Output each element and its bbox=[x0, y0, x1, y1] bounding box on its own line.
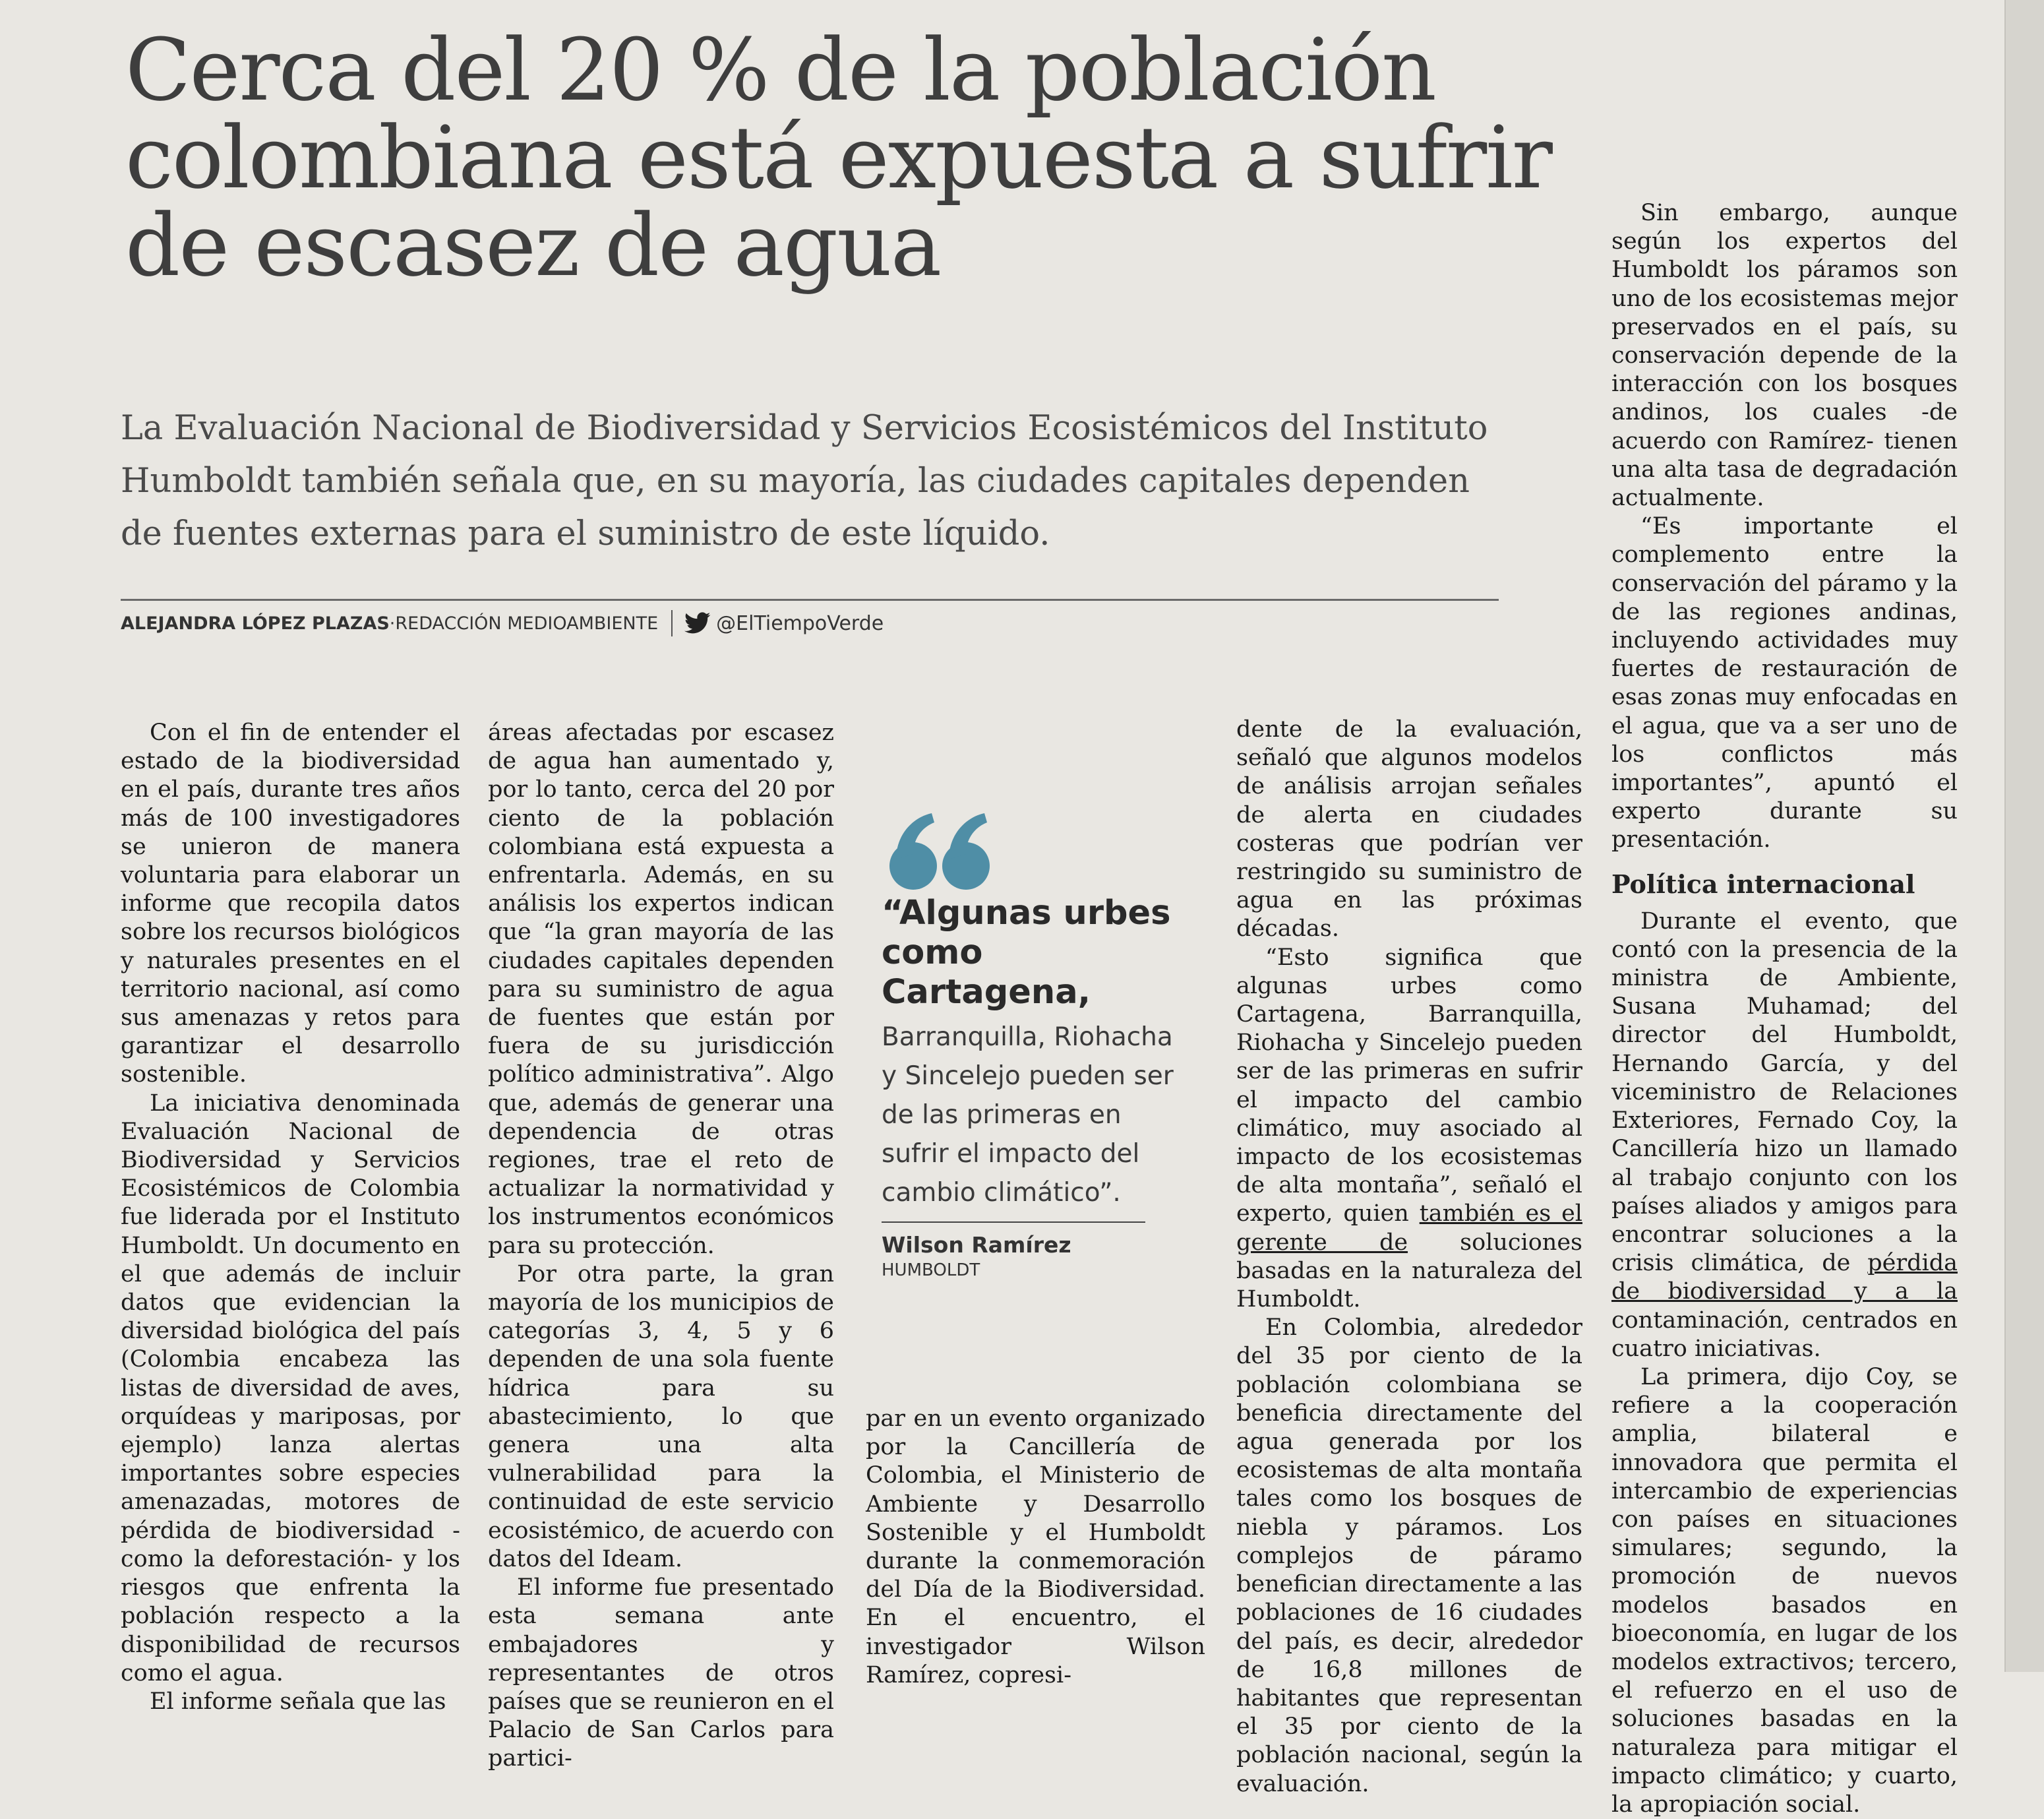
byline-separator bbox=[671, 610, 673, 636]
adjacent-page-edge bbox=[2004, 0, 2044, 1672]
pull-quote-lead: “Algunas urbes como Cartagena, bbox=[882, 894, 1171, 1012]
col5-paragraph-2: “Es importante el complemento entre la conservación del páramo y la de las regiones andinas, incluyendo actividades muy fuertes de restauración de esas zonas muy enfocadas en el agua, que va a ser uno de los conflictos más importantes”, apuntó el experto durante su presentación. bbox=[1611, 513, 1958, 853]
twitter-bird-icon bbox=[684, 612, 711, 634]
col4-paragraph-3: En Colombia, alrededor del 35 por ciento de la población colombiana se beneficia directamente del agua generada por los ecosistemas de alta montaña tales como los bosques de niebla y páramos. Los complejos de páramo benefician directamente a las poblaciones de 16 ciudades del país, es decir, alrededor de 16,8 millones de habitantes que representan el 35 por ciento de la población nacional, según la evaluación. bbox=[1236, 1314, 1582, 1797]
col1-paragraph-2: La iniciativa denominada Evaluación Nacional de Biodiversidad y Servicios Ecosistémicos de Colombia fue liderada por el Instituto Humboldt. Un documento en el que además de incluir datos que evidencian la diversidad biológica del país (Colombia encabeza las listas de diversidad de aves, orquídeas y mariposas, por ejemplo) lanza alertas importantes sobre especies amenazadas, motores de pérdida de biodiversidad -como la deforestación- y los riesgos que enfrenta la población respecto a la disponibilidad de recursos como el agua. bbox=[121, 1090, 460, 1686]
col2-paragraph-1: áreas afectadas por escasez de agua han aumentado y, por lo tanto, cerca del 20 por ciento de la población colombiana está expuesta a enfrentarla. Además, en su análisis los expertos indican que “la gran mayoría de las ciudades capitales dependen para su suministro de agua de fuentes que están por fuera de su jurisdicción político administrativa”. Algo que, además de generar una dependencia de otras regiones, trae el reto de actualizar la normatividad y los instrumentos económicos para su protección. bbox=[488, 720, 834, 1259]
col5-paragraph-3-start: Durante el evento, que contó con la presencia de la ministra de Ambiente, Susana Muhamad; del director del Humboldt, Hernando García, y del viceministro de Relaciones Exteriores, Fernado Coy, la Cancillería hizo un llamado al trabajo conjunto con los países aliados y amigos para encontrar soluciones a la crisis climática, de bbox=[1611, 908, 1958, 1277]
col5-paragraph-3 bbox=[1611, 908, 1958, 1363]
quotation-mark-icon bbox=[882, 808, 1000, 894]
pull-quote-source-name: Wilson Ramírez bbox=[882, 1232, 1071, 1258]
col4-paragraph-1: dente de la evaluación, señaló que algunos modelos de análisis arrojan señales de alerta en ciudades costeras que podrían ver restringido su suministro de agua en las próximas décadas. bbox=[1236, 716, 1582, 942]
col2-paragraph-3: El informe fue presentado esta semana ante embajadores y representantes de otros países que se reunieron en el Palacio de San Carlos para partici- bbox=[488, 1574, 834, 1772]
pull-quote bbox=[882, 808, 1191, 1280]
byline bbox=[121, 610, 884, 636]
pull-quote-source-org: HUMBOLDT bbox=[882, 1260, 980, 1280]
col5-underlined-text: pérdida de biodiversidad y a la bbox=[1611, 1250, 1958, 1305]
byline-divider bbox=[121, 599, 1499, 601]
col4-paragraph-2-start: “Esto significa que algunas urbes como Cartagena, Barranquilla, Riohacha y Sincelejo pueden ser de las primeras en sufrir el impacto del cambio climático, muy asociado al impacto de los ecosistemas de alta montaña”, señaló el experto, quien bbox=[1236, 944, 1582, 1227]
pull-quote-text: Barranquilla, Riohacha y Sincelejo pueden ser de las primeras en sufrir el impacto del cambio climático”. bbox=[882, 1022, 1174, 1208]
column-1 bbox=[121, 719, 460, 1716]
col5-paragraph-1: Sin embargo, aunque según los expertos del Humboldt los páramos son uno de los ecosistemas mejor preservados en el país, su conservación depende de la interacción con los bosques andinos, los cuales -de acuerdo con Ramírez- tienen una alta tasa de degradación actualmente. bbox=[1611, 200, 1958, 512]
subhead: La Evaluación Nacional de Biodiversidad y Servicios Ecosistémicos del Instituto Humboldt también señala que, en su mayoría, las ciudades capitales dependen de fuentes externas para el suministro de este líquido. bbox=[121, 409, 1488, 553]
column-2 bbox=[488, 719, 834, 1773]
col1-paragraph-3: El informe señala que las bbox=[150, 1688, 446, 1715]
col5-paragraph-4: La primera, dijo Coy, se refiere a la cooperación amplia, bilateral e innovadora que permita el intercambio de experiencias con países en situaciones simulares; segundo, la promoción de nuevos modelos basados en bioeconomía, en lugar de los modelos extractivos; tercero, el refuerzo en el uso de soluciones basadas en la naturaleza para mitigar el impacto climático; y cuarto, la apropiación social. bbox=[1611, 1363, 1958, 1818]
headline: Cerca del 20 % de la población colombiana está expuesta a sufrir de escasez de agua bbox=[125, 20, 1551, 295]
col4-paragraph-2-end: soluciones basadas en la naturaleza del Humboldt. bbox=[1236, 1229, 1582, 1313]
col4-underlined-text: también es el gerente de bbox=[1236, 1200, 1582, 1256]
col2-paragraph-2: Por otra parte, la gran mayoría de los municipios de categorías 3, 4, 5 y 6 dependen de una sola fuente hídrica para su abastecimiento, lo que genera una alta vulnerabilidad para la continuidad de este servicio ecosistémico, de acuerdo con datos del Ideam. bbox=[488, 1260, 834, 1572]
col4-paragraph-2 bbox=[1236, 944, 1582, 1314]
twitter-handle: @ElTiempoVerde bbox=[716, 611, 884, 635]
col1-paragraph-1: Con el fin de entender el estado de la biodiversidad en el país, durante tres años más de 100 investigadores se unieron de manera voluntaria para elaborar un informe que recopila datos sobre los recursos biológicos y naturales presentes en el territorio nacional, así como sus amenazas y retos para garantizar el desarrollo sostenible. bbox=[121, 720, 460, 1088]
pull-quote-divider bbox=[882, 1221, 1145, 1223]
column-4 bbox=[1236, 716, 1582, 1799]
column-3 bbox=[866, 1405, 1205, 1690]
byline-desk: ·REDACCIÓN MEDIOAMBIENTE bbox=[389, 613, 659, 634]
column-5 bbox=[1611, 199, 1958, 1819]
section-heading: Política internacional bbox=[1611, 869, 1915, 899]
byline-author: ALEJANDRA LÓPEZ PLAZAS bbox=[121, 613, 390, 634]
col5-paragraph-3-end: contaminación, centrados en cuatro iniciativas. bbox=[1611, 1307, 1958, 1362]
col3-paragraph: par en un evento organizado por la Cancillería de Colombia, el Ministerio de Ambiente y Desarrollo Sostenible y el Humboldt durante la conmemoración del Día de la Biodiversidad. En el encuentro, el investigador Wilson Ramírez, copresi- bbox=[866, 1405, 1205, 1688]
